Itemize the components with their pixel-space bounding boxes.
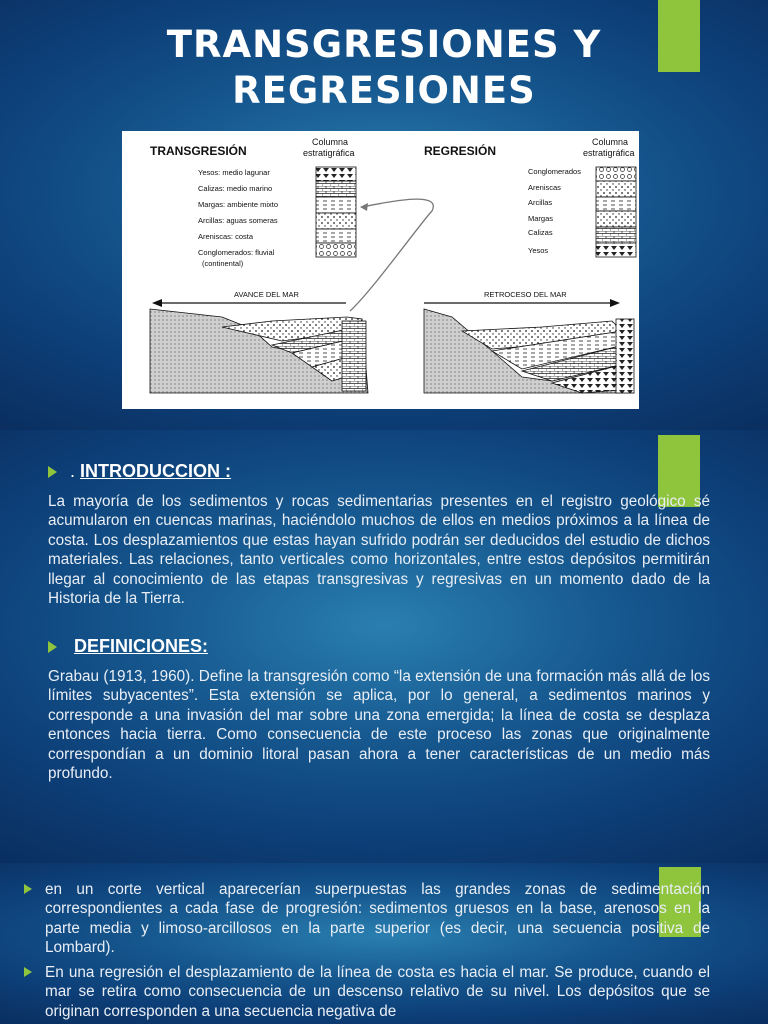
connector-arrow: [350, 199, 433, 311]
bullet-arrow-icon: [24, 884, 32, 894]
left-arrow-label: AVANCE DEL MAR: [234, 290, 299, 299]
left-layer-label: Yesos: medio lagunar: [198, 168, 270, 177]
right-layer-label: Conglomerados: [528, 167, 581, 176]
bullet-item: [24, 963, 710, 1021]
right-layer-label: Calizas: [528, 228, 553, 237]
left-layer-label: Conglomerados: fluvial: [198, 248, 275, 257]
left-arrow-head-icon: [152, 299, 162, 307]
left-layer-label: Margas: ambiente mixto: [198, 200, 279, 209]
regression-title: REGRESIÓN: [424, 144, 497, 158]
column-label-right-2: estratigráfica: [583, 148, 635, 158]
right-strat-column: [596, 167, 636, 257]
slide-2: [0, 430, 768, 863]
bullet-text: en un corte vertical aparecerían superpuestas las grandes zonas de sedimentación correspondientes a cada fase de progresión: sedimentos gruesos en la base, arenosos en la parte media y limoso-arcillosos en la parte superior (es decir, una secuencia positiva de Lombard).: [45, 881, 710, 957]
column-label-right-1: Columna: [592, 137, 629, 147]
right-layer-label: Areniscas: [528, 183, 561, 192]
right-layer-label: Arcillas: [528, 198, 553, 207]
intro-heading: INTRODUCCION :: [80, 461, 232, 481]
left-strat-column: [316, 167, 356, 257]
bullet-item: [24, 880, 710, 958]
right-cross-section: [424, 309, 634, 393]
right-arrow-label: RETROCESO DEL MAR: [484, 290, 567, 299]
transgression-title: TRANSGRESIÓN: [150, 144, 247, 158]
bullet-arrow-icon: [48, 466, 57, 478]
bullet-text: En una regresión el desplazamiento de la línea de costa es hacia el mar. Se produce, cuando el mar se retira como consecuencia de un descenso relativo de su nivel. Los depósitos que se originan corresponden a una secuencia negativa de: [45, 964, 710, 1020]
left-layer-label: Arcillas: aguas someras: [198, 216, 278, 225]
title-line-2: REGRESIONES: [232, 69, 536, 112]
definitions-heading: DEFINICIONES:: [74, 636, 209, 656]
slide-3: [0, 863, 768, 1024]
slide-title: [0, 22, 768, 114]
column-label-left-1: Columna: [312, 137, 349, 147]
figure-diagram: [122, 131, 639, 409]
right-arrow-head-icon: [610, 299, 620, 307]
intro-prefix: .: [70, 461, 81, 481]
left-layer-label: (continental): [202, 259, 244, 268]
right-layer-label: Yesos: [528, 246, 549, 255]
definitions-heading-line: [48, 636, 208, 657]
transgression-regression-figure: [122, 131, 639, 409]
bullet-arrow-icon: [24, 967, 32, 977]
column-label-left-2: estratigráfica: [303, 148, 355, 158]
intro-paragraph: La mayoría de los sedimentos y rocas sedimentarias presentes en el registro geológico sé acumularon en cuencas marinas, haciéndolo muchos de ellos en medios próximos a la línea de costa. Los desplazamientos que estas hayan sufrido podrán ser deducidos del estudio de dichos materiales. Las relaciones, tanto verticales como horizontales, entre estos depósitos permitirán llegar al conocimiento de las etapas transgresivas y regresivas en un momento dado de la Historia de la Tierra.: [48, 493, 710, 608]
definitions-paragraph: Grabau (1913, 1960). Define la transgresión como “la extensión de una formación más allá de los límites subyacentes”. Esta extensión se aplica, por lo general, a sedimentos marinos y corresponde a una invasión del mar sobre una zona emergida; la línea de costa se desplaza entonces hacia tierra. Como consecuencia de este proceso las zonas que originalmente correspondían a un dominio litoral pasan ahora a tener características de un medio más profundo.: [48, 668, 710, 783]
left-layer-label: Calizas: medio marino: [198, 184, 273, 193]
intro-heading-line: [48, 461, 231, 482]
title-line-1: TRANSGRESIONES Y: [166, 23, 602, 66]
right-layer-label: Margas: [528, 214, 554, 223]
bullet-arrow-icon: [48, 641, 57, 653]
left-layer-label: Areniscas: costa: [198, 232, 254, 241]
left-cross-section: [150, 309, 368, 393]
slide-1: [0, 0, 768, 430]
